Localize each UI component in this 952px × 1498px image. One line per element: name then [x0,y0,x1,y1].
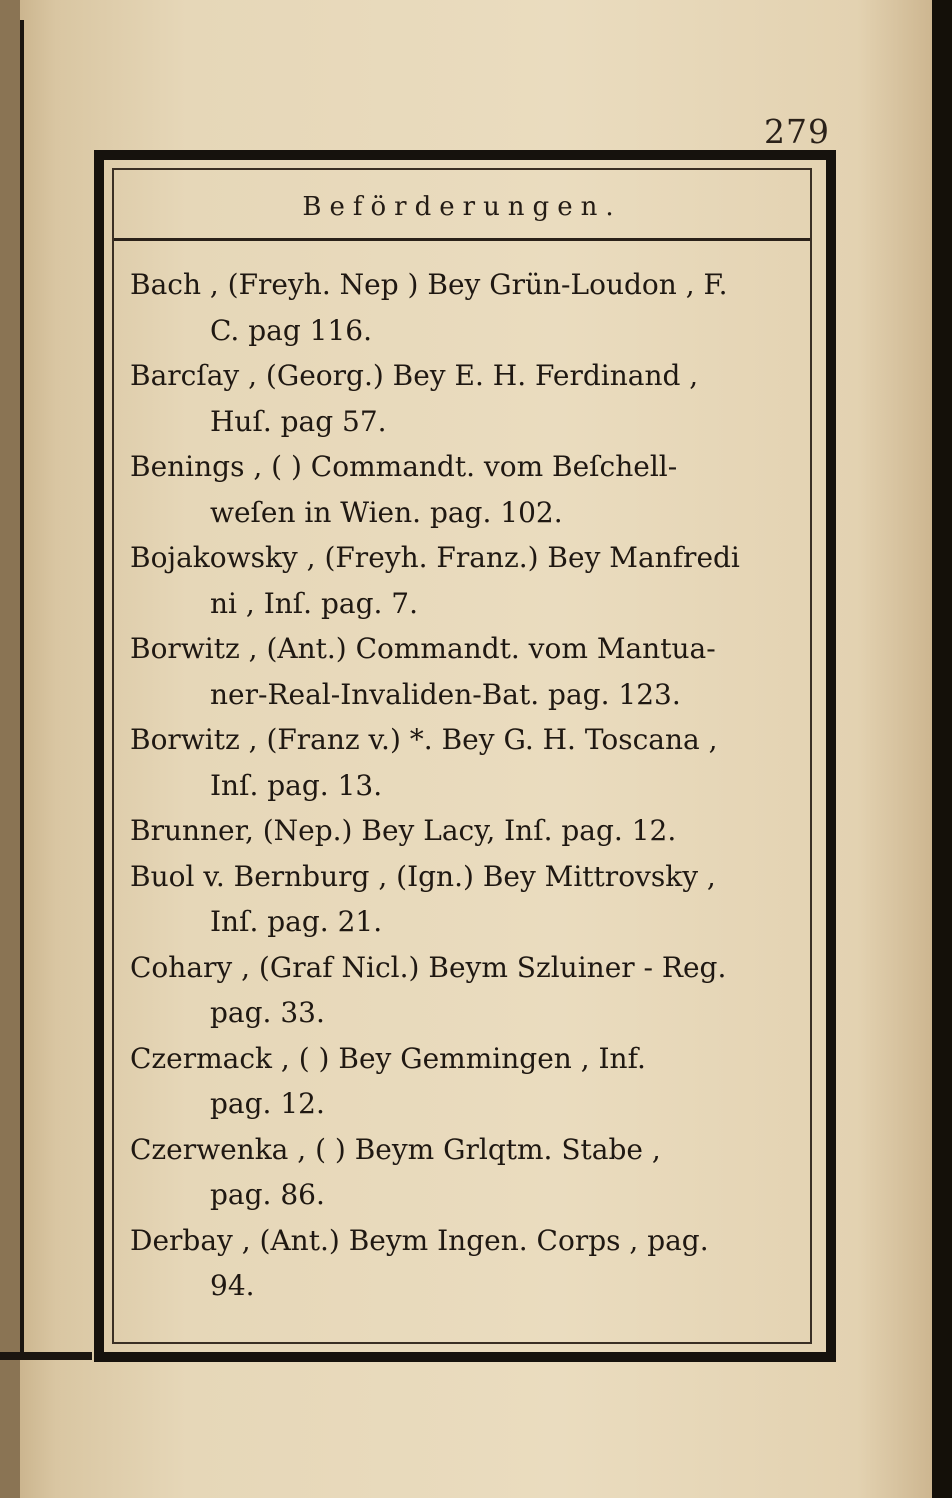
promotion-list [130,262,810,1309]
text-frame [94,150,836,1362]
entry-line: Barcſay , (Georg.) Bey E. H. Ferdinand , [130,359,699,392]
entry-continuation: C. pag 116. [210,313,373,347]
entry-line: Czermack , ( ) Bey Gemmingen , Inf. [130,1041,646,1075]
entry-line: Borwitz , (Ant.) Commandt. vom Mantua- [130,632,716,665]
scan-background [932,0,952,1498]
section-heading: Beförderungen. [302,192,622,222]
entry-line: Brunner, (Nep.) Bey Lacy, Inſ. pag. 12. [130,814,677,847]
list-entry [130,262,810,353]
list-entry [130,945,810,1036]
entry-continuation: Inſ. pag. 13. [210,768,383,802]
list-entry [130,1036,810,1127]
list-entry [130,1127,810,1218]
entry-continuation: ner-Real-Invaliden-Bat. pag. 123. [210,677,681,711]
entry-line: Borwitz , (Franz v.) *. Bey G. H. Toscana , [130,723,718,756]
entry-continuation: Inſ. pag. 21. [210,905,383,938]
list-entry [130,1218,810,1309]
entry-continuation: ni , Inſ. pag. 7. [210,586,419,620]
previous-page-frame-edge [0,20,24,1360]
list-entry [130,808,810,854]
entry-continuation: pag. 33. [210,996,325,1029]
entry-line: Cohary , (Graf Nicl.) Beym Szluiner - Reg. [130,950,727,984]
list-entry [130,854,810,945]
entry-line: Bach , (Freyh. Nep ) Bey Grün-Loudon , F. [130,268,728,301]
entry-line: Buol v. Bernburg , (Ign.) Bey Mittrovsky , [130,859,716,893]
list-entry [130,535,810,626]
entry-line: Czerwenka , ( ) Beym Grlqtm. Stabe , [130,1132,661,1166]
entry-continuation: pag. 12. [210,1087,325,1120]
previous-page-frame-bottom [0,1352,92,1360]
entry-line: Bojakowsky , (Freyh. Franz.) Bey Manfredi [130,541,740,574]
list-entry [130,353,810,444]
entry-line: Benings , ( ) Commandt. vom Beſchell- [130,450,678,483]
list-entry [130,626,810,717]
entry-continuation: Huſ. pag 57. [210,404,387,438]
entry-continuation: 94. [210,1269,255,1302]
entry-continuation: weſen in Wien. pag. 102. [210,495,563,529]
list-entry [130,444,810,535]
list-entry [130,717,810,808]
text-frame-inner [112,168,812,1344]
page-number: 279 [764,112,830,151]
heading-rule [114,238,810,241]
entry-continuation: pag. 86. [210,1178,325,1211]
entry-line: Derbay , (Ant.) Beym Ingen. Corps , pag. [130,1223,709,1257]
